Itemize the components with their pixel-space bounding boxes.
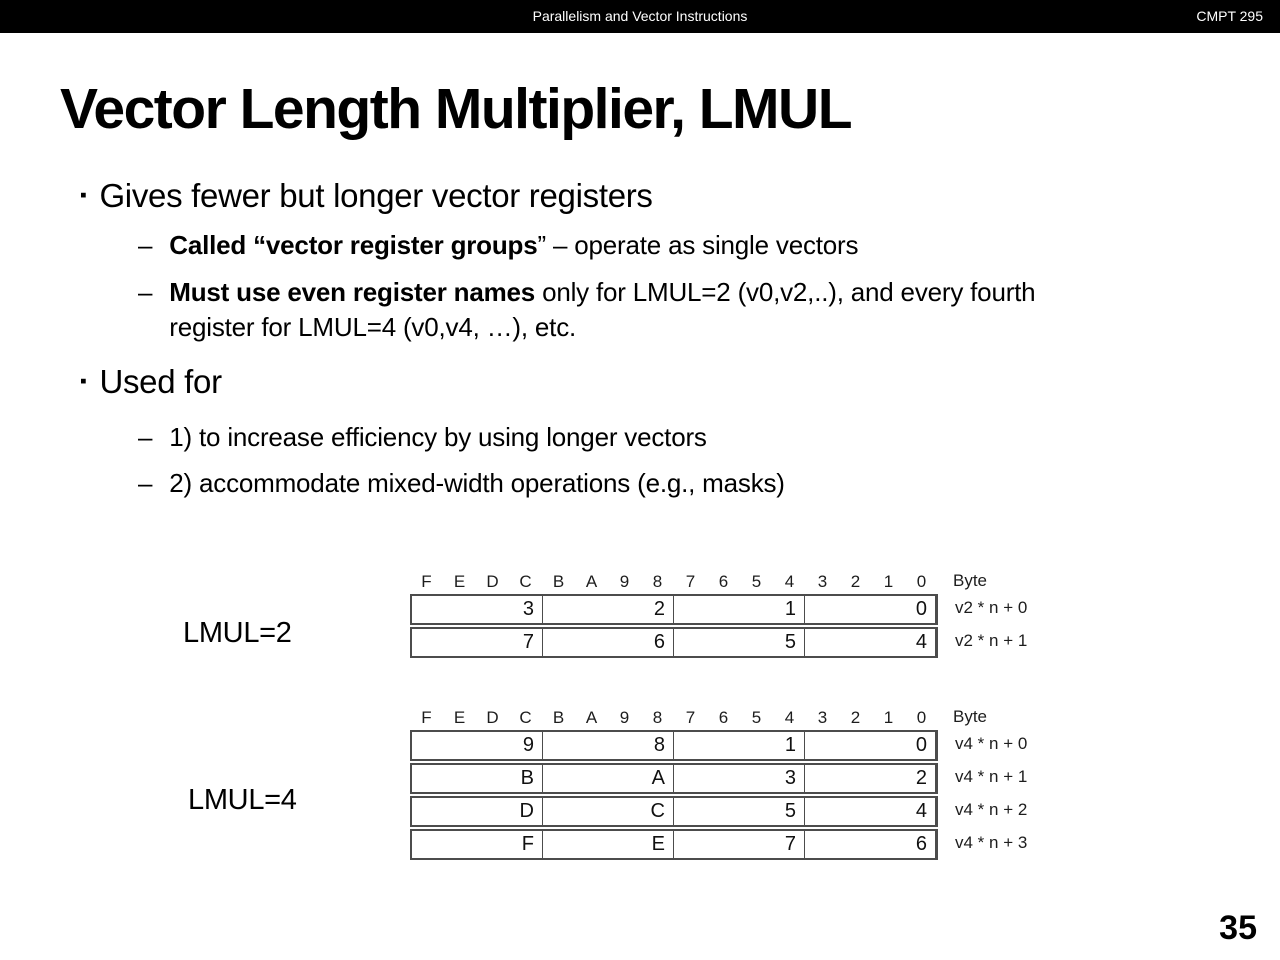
byte-pos: 6 (718, 572, 729, 591)
byte-group-cell: 8 (543, 732, 674, 759)
byte-group-cell: 5 (674, 798, 805, 825)
byte-column-label: Byte (953, 707, 988, 726)
byte-group-cell: E (543, 831, 674, 858)
byte-pos: 0 (916, 708, 927, 727)
bullet-label: Used for (99, 363, 222, 400)
dash-bullet-icon: – (138, 422, 153, 452)
byte-pos: 1 (883, 708, 894, 727)
sub-bullet-rest: only for LMUL=2 (v0,v2,..), and every fourth register for LMUL=4 (v0,v4, …), etc. (169, 277, 1036, 342)
sub-bullet-text (169, 275, 1074, 345)
byte-group-cell: 7 (674, 831, 805, 858)
byte-pos: A (585, 708, 598, 727)
register-row-label: v4 * n + 0 (955, 734, 1028, 753)
register-row-label: v2 * n + 0 (955, 598, 1028, 617)
byte-group-cell: 3 (674, 765, 805, 792)
byte-pos: 3 (817, 572, 828, 591)
byte-group-cell: 6 (543, 629, 674, 656)
byte-pos: D (486, 572, 499, 591)
register-row (410, 796, 1028, 827)
dash-bullet-icon: – (138, 277, 153, 307)
byte-group-cell: 2 (805, 765, 936, 792)
byte-group-cell: 0 (805, 596, 936, 623)
header-title: Parallelism and Vector Instructions (532, 8, 748, 24)
register-row (410, 829, 1028, 860)
lmul4-diagram (410, 707, 1110, 860)
byte-pos: B (552, 572, 565, 591)
slide-title: Vector Length Multiplier, LMUL (60, 77, 852, 141)
byte-pos: D (486, 708, 499, 727)
byte-pos: C (519, 572, 532, 591)
byte-group-cell: 4 (805, 798, 936, 825)
page-number: 35 (1219, 909, 1257, 947)
byte-pos: E (453, 572, 466, 591)
register-row (410, 627, 1028, 658)
byte-pos: E (453, 708, 466, 727)
dash-bullet-icon: – (138, 468, 153, 498)
byte-group-cell: 9 (412, 732, 543, 759)
sub-bullet-text: 2) accommodate mixed-width operations (e.g., masks) (169, 468, 785, 498)
bullet-used-for (80, 362, 222, 402)
register-row (410, 763, 1028, 794)
sub-bullet-text: 1) to increase efficiency by using longer vectors (169, 422, 707, 452)
square-bullet-icon: ▪ (80, 185, 87, 206)
byte-group-cell: 2 (543, 596, 674, 623)
sub-bullet-text (169, 228, 858, 263)
header-course-code: CMPT 295 (1196, 8, 1263, 24)
byte-pos: 7 (685, 708, 696, 727)
sub-bullet-bold: Must use even register names (169, 277, 536, 307)
byte-group-cell: F (412, 831, 543, 858)
byte-pos: 4 (784, 572, 795, 591)
byte-pos: 5 (751, 708, 762, 727)
lmul4-label: LMUL=4 (188, 784, 297, 816)
bullet-gives-fewer (80, 176, 653, 216)
byte-position-header (410, 707, 988, 728)
byte-pos: F (421, 572, 432, 591)
register-row-label: v4 * n + 2 (955, 800, 1028, 819)
sub-bullet-even-register-names (138, 275, 1074, 345)
byte-pos: 3 (817, 708, 828, 727)
byte-group-cell: 7 (412, 629, 543, 656)
byte-pos: 6 (718, 708, 729, 727)
byte-pos: B (552, 708, 565, 727)
byte-pos: 9 (619, 572, 630, 591)
byte-pos: A (585, 572, 598, 591)
byte-position-header (410, 571, 988, 592)
byte-group-cell: 1 (674, 596, 805, 623)
byte-pos: 2 (850, 708, 861, 727)
byte-group-cell: 4 (805, 629, 936, 656)
register-row-label: v4 * n + 3 (955, 833, 1028, 852)
byte-pos: 7 (685, 572, 696, 591)
lmul2-label: LMUL=2 (183, 617, 292, 649)
sub-bullet-rest: ” – operate as single vectors (537, 230, 859, 260)
register-row-label: v2 * n + 1 (955, 631, 1028, 650)
byte-group-cell: 6 (805, 831, 936, 858)
byte-pos: 5 (751, 572, 762, 591)
byte-group-cell: 0 (805, 732, 936, 759)
byte-column-label: Byte (953, 571, 988, 590)
byte-group-cell: 3 (412, 596, 543, 623)
byte-pos: 8 (652, 572, 663, 591)
byte-pos: 2 (850, 572, 861, 591)
byte-pos: 1 (883, 572, 894, 591)
header-bar (0, 0, 1280, 33)
lmul2-diagram (410, 571, 1110, 658)
byte-pos: 9 (619, 708, 630, 727)
sub-bullet-bold: Called “vector register groups (169, 230, 538, 260)
byte-pos: 8 (652, 708, 663, 727)
register-row-label: v4 * n + 1 (955, 767, 1028, 786)
byte-group-cell: B (412, 765, 543, 792)
byte-group-cell: C (543, 798, 674, 825)
square-bullet-icon: ▪ (80, 371, 87, 392)
bullet-label: Gives fewer but longer vector registers (99, 177, 653, 214)
byte-group-cell: A (543, 765, 674, 792)
sub-bullet-vector-register-groups (138, 228, 858, 263)
byte-pos: C (519, 708, 532, 727)
byte-group-cell: 5 (674, 629, 805, 656)
byte-group-cell: 1 (674, 732, 805, 759)
sub-bullet-increase-efficiency (138, 420, 707, 455)
register-row (410, 594, 1028, 625)
byte-group-cell: D (412, 798, 543, 825)
byte-pos: 4 (784, 708, 795, 727)
sub-bullet-mixed-width (138, 466, 785, 501)
byte-pos: 0 (916, 572, 927, 591)
dash-bullet-icon: – (138, 230, 153, 260)
register-row (410, 730, 1028, 761)
byte-pos: F (421, 708, 432, 727)
